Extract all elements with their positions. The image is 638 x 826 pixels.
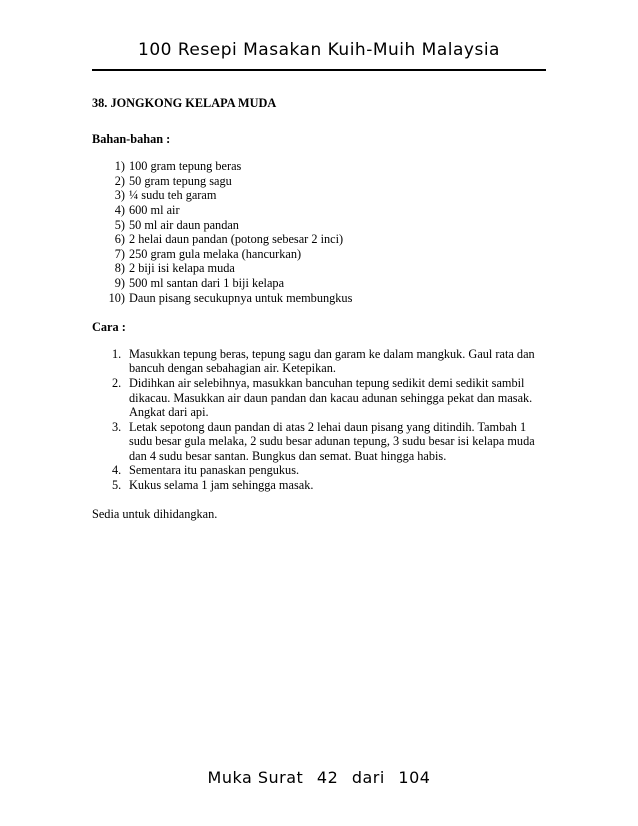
list-item — [92, 291, 552, 306]
recipe-content — [92, 96, 552, 521]
step-number: 5. — [112, 478, 122, 493]
page-footer — [92, 768, 546, 787]
ingredient-text: 250 gram gula melaka (hancurkan) — [129, 246, 302, 261]
spacer — [92, 312, 552, 320]
ingredient-text: 2 biji isi kelapa muda — [129, 261, 235, 276]
list-item — [92, 463, 552, 478]
ingredients-list — [92, 159, 552, 305]
list-item — [92, 376, 552, 420]
ingredient-number: 6) — [114, 232, 125, 247]
footer-separator: dari — [351, 768, 385, 787]
method-heading: Cara : — [92, 320, 126, 335]
footer-page-number: 42 — [316, 768, 339, 787]
list-item — [92, 261, 552, 276]
step-text: Letak sepotong daun pandan di atas 2 lehai daun pisang yang ditindih. Tambah 1 sudu besar gula melaka, 2 sudu besar adunan tepung, 3 sudu besar isi kelapa muda dan 4 sudu besar santan. Bungkus dan semat. Buat hingga habis. — [129, 419, 535, 463]
list-item — [92, 347, 552, 376]
recipe-title: 38. JONGKONG KELAPA MUDA — [92, 96, 277, 110]
ingredient-text: ¼ sudu teh garam — [129, 188, 217, 203]
list-item — [92, 232, 552, 247]
ingredient-text: 50 ml air daun pandan — [129, 217, 239, 232]
ingredient-number: 9) — [114, 275, 125, 290]
list-item — [92, 276, 552, 291]
list-item — [92, 159, 552, 174]
footer-total-pages: 104 — [398, 768, 431, 787]
ingredient-number: 8) — [114, 261, 125, 276]
ingredient-text: Daun pisang secukupnya untuk membungkus — [129, 290, 353, 305]
step-text: Sementara itu panaskan pengukus. — [129, 463, 300, 478]
ingredient-text: 100 gram tepung beras — [129, 159, 242, 174]
step-text: Masukkan tepung beras, tepung sagu dan garam ke dalam mangkuk. Gaul rata dan bancuh dengan sebahagian air. Ketepikan. — [129, 346, 535, 376]
ingredient-number: 7) — [114, 246, 125, 261]
steps-list — [92, 347, 552, 493]
ingredient-number: 3) — [114, 188, 125, 203]
list-item — [92, 203, 552, 218]
list-item — [92, 478, 552, 493]
step-number: 4. — [112, 463, 122, 478]
ingredient-number: 10) — [108, 290, 125, 305]
ingredient-number: 1) — [114, 159, 125, 174]
step-text: Kukus selama 1 jam sehingga masak. — [129, 478, 314, 493]
ingredient-number: 5) — [114, 217, 125, 232]
ingredient-text: 50 gram tepung sagu — [129, 173, 232, 188]
step-number: 3. — [112, 419, 122, 434]
ingredient-text: 500 ml santan dari 1 biji kelapa — [129, 275, 285, 290]
ingredients-heading: Bahan-bahan : — [92, 131, 171, 146]
list-item — [92, 174, 552, 189]
step-number: 2. — [112, 375, 122, 390]
footer-prefix: Muka Surat — [207, 768, 304, 787]
list-item — [92, 188, 552, 203]
list-item — [92, 420, 552, 464]
list-item — [92, 247, 552, 262]
ingredient-text: 2 helai daun pandan (potong sebesar 2 inci) — [129, 232, 344, 247]
header-divider — [92, 69, 546, 71]
ingredient-number: 4) — [114, 202, 125, 217]
page-header-title: 100 Resepi Masakan Kuih-Muih Malaysia — [138, 40, 500, 60]
closing-line: Sedia untuk dihidangkan. — [92, 506, 218, 521]
step-text: Didihkan air selebihnya, masukkan bancuhan tepung sedikit demi sedikit sambil dikacau. Masukkan air daun pandan dan kacau adunan sehingga pekat dan masak. Angkat dari api. — [129, 375, 533, 420]
ingredient-text: 600 ml air — [129, 202, 180, 217]
list-item — [92, 218, 552, 233]
ingredient-number: 2) — [114, 173, 125, 188]
step-number: 1. — [112, 346, 122, 361]
